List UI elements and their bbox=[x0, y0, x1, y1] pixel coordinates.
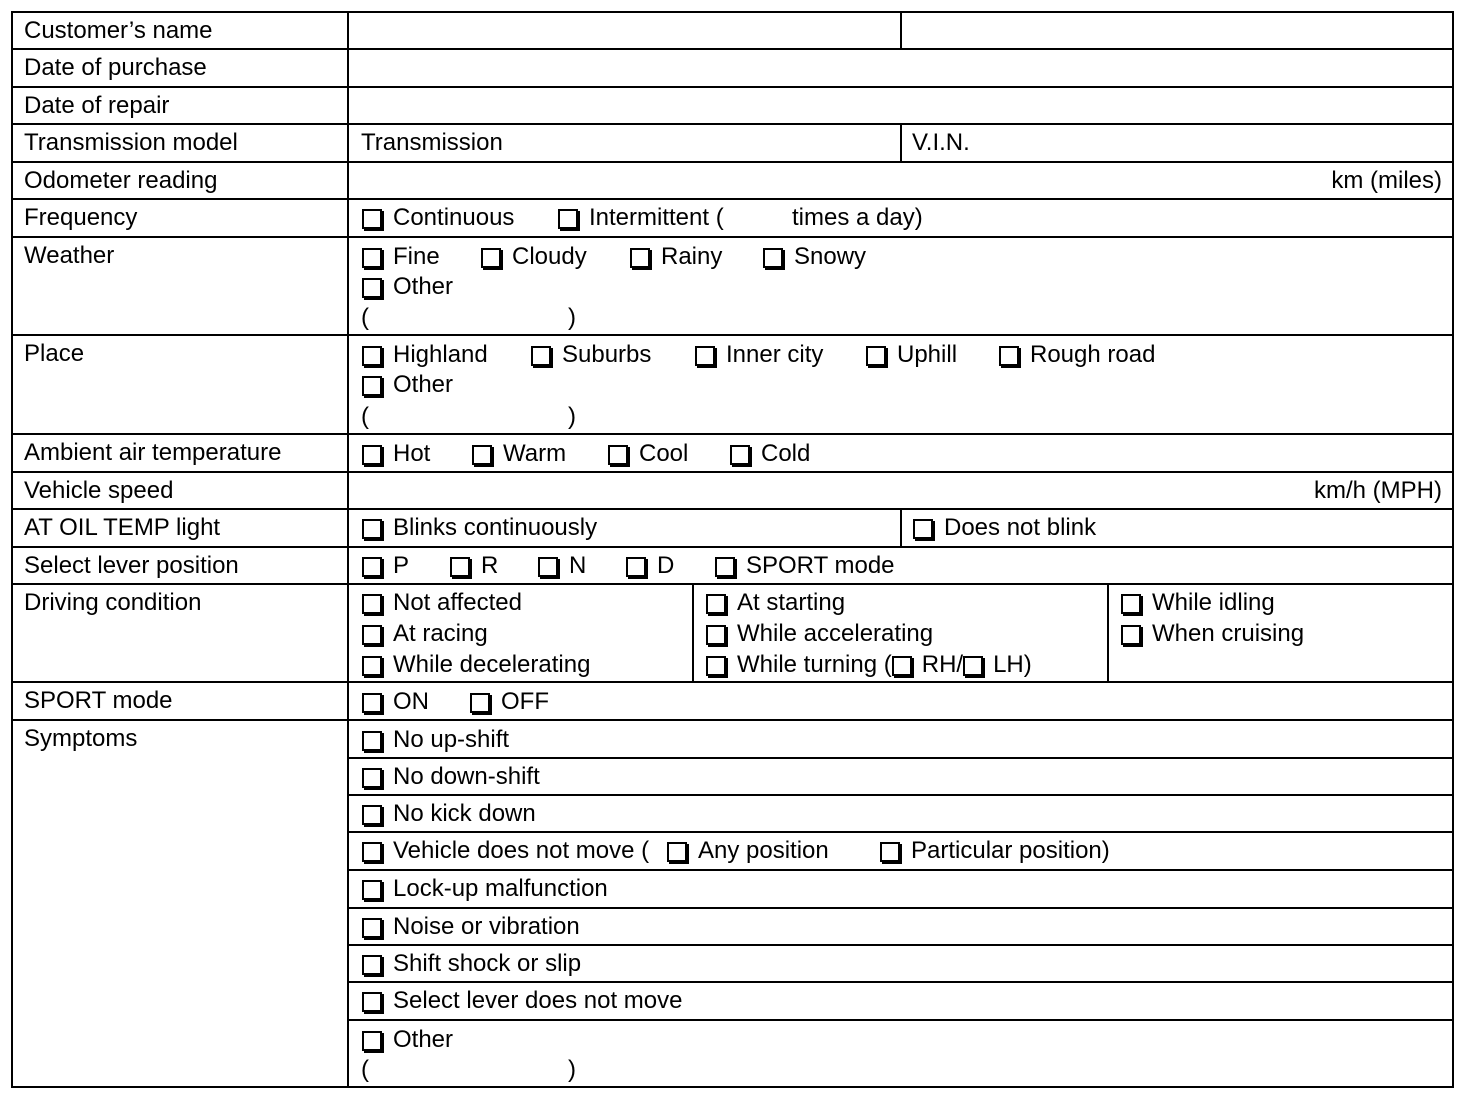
checkbox-icon[interactable] bbox=[362, 625, 382, 645]
row-sport-mode bbox=[13, 683, 1452, 721]
option-warm[interactable]: Warm bbox=[472, 439, 566, 469]
date-of-repair-field[interactable] bbox=[349, 88, 1452, 123]
symptom-row bbox=[349, 833, 1452, 871]
row-customer-name bbox=[13, 13, 1452, 50]
checkbox-icon[interactable] bbox=[362, 445, 382, 465]
checkbox-icon[interactable] bbox=[558, 209, 578, 229]
option-particular-position[interactable]: Particular position) bbox=[880, 836, 1110, 866]
option-any-position[interactable]: Any position bbox=[667, 836, 829, 866]
option-lever-d[interactable]: D bbox=[626, 551, 674, 581]
checkbox-icon[interactable] bbox=[763, 248, 783, 268]
checkbox-icon[interactable] bbox=[362, 805, 382, 825]
checkbox-icon[interactable] bbox=[531, 346, 551, 366]
checkbox-icon[interactable] bbox=[362, 880, 382, 900]
checkbox-icon[interactable] bbox=[362, 693, 382, 713]
option-shift-shock-or-slip[interactable]: Shift shock or slip bbox=[362, 949, 581, 979]
option-no-kick-down[interactable]: No kick down bbox=[362, 799, 536, 829]
symptom-row bbox=[349, 946, 1452, 983]
checkbox-icon[interactable] bbox=[362, 376, 382, 396]
checkbox-icon[interactable] bbox=[538, 557, 558, 577]
checkbox-icon[interactable] bbox=[1121, 625, 1141, 645]
option-no-up-shift[interactable]: No up-shift bbox=[362, 725, 509, 755]
option-lever-p[interactable]: P bbox=[362, 551, 409, 581]
symptom-row bbox=[349, 909, 1452, 946]
option-rough-road[interactable]: Rough road bbox=[999, 340, 1155, 370]
symptom-row bbox=[349, 871, 1452, 909]
option-suburbs[interactable]: Suburbs bbox=[531, 340, 651, 370]
odometer-field[interactable] bbox=[349, 163, 1452, 198]
row-date-of-repair bbox=[13, 88, 1452, 125]
checkbox-icon[interactable] bbox=[362, 768, 382, 788]
checkbox-icon[interactable] bbox=[730, 445, 750, 465]
checkbox-icon[interactable] bbox=[695, 346, 715, 366]
checkbox-icon[interactable] bbox=[866, 346, 886, 366]
checkbox-icon[interactable] bbox=[362, 731, 382, 751]
option-inner-city[interactable]: Inner city bbox=[695, 340, 823, 370]
checkbox-icon[interactable] bbox=[362, 557, 382, 577]
option-does-not-blink[interactable]: Does not blink bbox=[913, 513, 1096, 543]
label-at-oil-temp-light: AT OIL TEMP light bbox=[24, 514, 221, 541]
checkbox-icon[interactable] bbox=[362, 842, 382, 862]
checkbox-icon[interactable] bbox=[450, 557, 470, 577]
option-rainy[interactable]: Rainy bbox=[630, 242, 722, 272]
option-select-lever-does-not-move[interactable]: Select lever does not move bbox=[362, 986, 683, 1016]
checkbox-icon[interactable] bbox=[880, 842, 900, 862]
option-when-cruising[interactable]: When cruising bbox=[1121, 619, 1304, 649]
option-lock-up-malfunction[interactable]: Lock-up malfunction bbox=[362, 874, 608, 904]
option-snowy[interactable]: Snowy bbox=[763, 242, 866, 272]
label-place: Place bbox=[24, 340, 85, 367]
option-while-idling[interactable]: While idling bbox=[1121, 588, 1275, 618]
speed-unit: km/h (MPH) bbox=[1314, 477, 1442, 504]
option-while-accelerating[interactable]: While accelerating bbox=[706, 619, 933, 649]
option-hot[interactable]: Hot bbox=[362, 439, 430, 469]
symptom-row bbox=[349, 983, 1452, 1021]
row-date-of-purchase bbox=[13, 50, 1452, 88]
label-driving-condition: Driving condition bbox=[24, 589, 202, 616]
checkbox-icon[interactable] bbox=[999, 346, 1019, 366]
row-odometer-reading bbox=[13, 163, 1452, 200]
checkbox-icon[interactable] bbox=[470, 693, 490, 713]
checkbox-icon[interactable] bbox=[362, 346, 382, 366]
checkbox-icon[interactable] bbox=[626, 557, 646, 577]
option-cool[interactable]: Cool bbox=[608, 439, 688, 469]
option-lever-r[interactable]: R bbox=[450, 551, 498, 581]
option-blinks-continuously[interactable]: Blinks continuously bbox=[362, 513, 597, 543]
row-vehicle-speed bbox=[13, 473, 1452, 510]
place-other-paren-close: ) bbox=[568, 403, 576, 430]
checkbox-icon[interactable] bbox=[362, 209, 382, 229]
checkbox-icon[interactable] bbox=[1121, 594, 1141, 614]
checkbox-rh-icon[interactable] bbox=[892, 656, 912, 676]
row-select-lever-position bbox=[13, 548, 1452, 585]
row-driving-condition bbox=[13, 585, 1452, 683]
checkbox-icon[interactable] bbox=[362, 656, 382, 676]
option-not-affected[interactable]: Not affected bbox=[362, 588, 522, 618]
label-ambient-air-temperature: Ambient air temperature bbox=[24, 439, 282, 466]
checkbox-icon[interactable] bbox=[706, 594, 726, 614]
option-sport-on[interactable]: ON bbox=[362, 687, 429, 717]
place-other-paren-open: ( bbox=[361, 403, 369, 430]
customer-interview-sheet bbox=[11, 11, 1454, 1088]
checkbox-icon[interactable] bbox=[362, 1031, 382, 1051]
checkbox-icon[interactable] bbox=[362, 992, 382, 1012]
weather-other-paren-close: ) bbox=[568, 304, 576, 331]
checkbox-icon[interactable] bbox=[362, 278, 382, 298]
option-intermittent[interactable]: Intermittent ( bbox=[558, 203, 724, 233]
label-date-of-purchase: Date of purchase bbox=[24, 54, 207, 81]
option-cloudy[interactable]: Cloudy bbox=[481, 242, 587, 272]
vin-field-label[interactable]: V.I.N. bbox=[912, 129, 970, 156]
checkbox-icon[interactable] bbox=[362, 918, 382, 938]
customer-name-field[interactable] bbox=[349, 13, 1452, 48]
checkbox-icon[interactable] bbox=[706, 625, 726, 645]
option-no-down-shift[interactable]: No down-shift bbox=[362, 762, 540, 792]
option-place-other[interactable]: Other bbox=[362, 370, 453, 400]
symptom-row bbox=[349, 1021, 1452, 1086]
checkbox-icon[interactable] bbox=[630, 248, 650, 268]
checkbox-icon[interactable] bbox=[481, 248, 501, 268]
weather-other-paren-open: ( bbox=[361, 304, 369, 331]
label-date-of-repair: Date of repair bbox=[24, 92, 170, 119]
row-symptoms bbox=[13, 721, 1452, 1086]
option-lever-sport-mode[interactable]: SPORT mode bbox=[715, 551, 895, 581]
label-select-lever-position: Select lever position bbox=[24, 552, 239, 579]
row-weather bbox=[13, 238, 1452, 336]
option-highland[interactable]: Highland bbox=[362, 340, 488, 370]
option-sport-off[interactable]: OFF bbox=[470, 687, 549, 717]
checkbox-icon[interactable] bbox=[472, 445, 492, 465]
symptom-row bbox=[349, 759, 1452, 796]
option-at-racing[interactable]: At racing bbox=[362, 619, 488, 649]
transmission-field-label[interactable]: Transmission bbox=[361, 129, 503, 156]
checkbox-icon[interactable] bbox=[667, 842, 687, 862]
row-place bbox=[13, 336, 1452, 435]
option-vehicle-does-not-move[interactable]: Vehicle does not move ( bbox=[362, 836, 649, 866]
symptom-row bbox=[349, 796, 1452, 833]
checkbox-lh-icon[interactable] bbox=[963, 656, 983, 676]
vehicle-speed-field[interactable] bbox=[349, 473, 1452, 508]
symptom-row bbox=[349, 721, 1452, 759]
label-sport-mode: SPORT mode bbox=[24, 687, 173, 714]
option-weather-other[interactable]: Other bbox=[362, 272, 453, 302]
label-odometer-reading: Odometer reading bbox=[24, 167, 218, 194]
symptom-other-paren-close: ) bbox=[568, 1056, 576, 1083]
option-while-turning[interactable]: While turning ( RH/ LH) bbox=[706, 650, 1032, 680]
checkbox-icon[interactable] bbox=[913, 519, 933, 539]
row-frequency bbox=[13, 200, 1452, 238]
option-at-starting[interactable]: At starting bbox=[706, 588, 845, 618]
odometer-unit: km (miles) bbox=[1331, 167, 1442, 194]
option-uphill[interactable]: Uphill bbox=[866, 340, 957, 370]
option-while-decelerating[interactable]: While decelerating bbox=[362, 650, 590, 680]
symptom-other-paren-open: ( bbox=[361, 1056, 369, 1083]
label-frequency: Frequency bbox=[24, 204, 138, 231]
checkbox-icon[interactable] bbox=[362, 594, 382, 614]
checkbox-icon[interactable] bbox=[715, 557, 735, 577]
label-weather: Weather bbox=[24, 242, 115, 269]
label-transmission-model: Transmission model bbox=[24, 129, 238, 156]
option-lever-n[interactable]: N bbox=[538, 551, 586, 581]
times-a-day-text: times a day) bbox=[792, 204, 923, 231]
option-cold[interactable]: Cold bbox=[730, 439, 810, 469]
option-symptom-other[interactable]: Other bbox=[362, 1025, 453, 1055]
label-customer-name: Customer’s name bbox=[24, 17, 213, 44]
date-of-purchase-field[interactable] bbox=[349, 50, 1452, 86]
checkbox-icon[interactable] bbox=[362, 519, 382, 539]
checkbox-icon[interactable] bbox=[608, 445, 628, 465]
option-fine[interactable]: Fine bbox=[362, 242, 440, 272]
checkbox-icon[interactable] bbox=[362, 248, 382, 268]
option-noise-or-vibration[interactable]: Noise or vibration bbox=[362, 912, 580, 942]
row-transmission-model bbox=[13, 125, 1452, 163]
row-ambient-air-temperature bbox=[13, 435, 1452, 473]
checkbox-icon[interactable] bbox=[706, 656, 726, 676]
label-vehicle-speed: Vehicle speed bbox=[24, 477, 174, 504]
label-symptoms: Symptoms bbox=[24, 725, 138, 752]
option-continuous[interactable]: Continuous bbox=[362, 203, 514, 233]
checkbox-icon[interactable] bbox=[362, 955, 382, 975]
row-at-oil-temp-light bbox=[13, 510, 1452, 548]
